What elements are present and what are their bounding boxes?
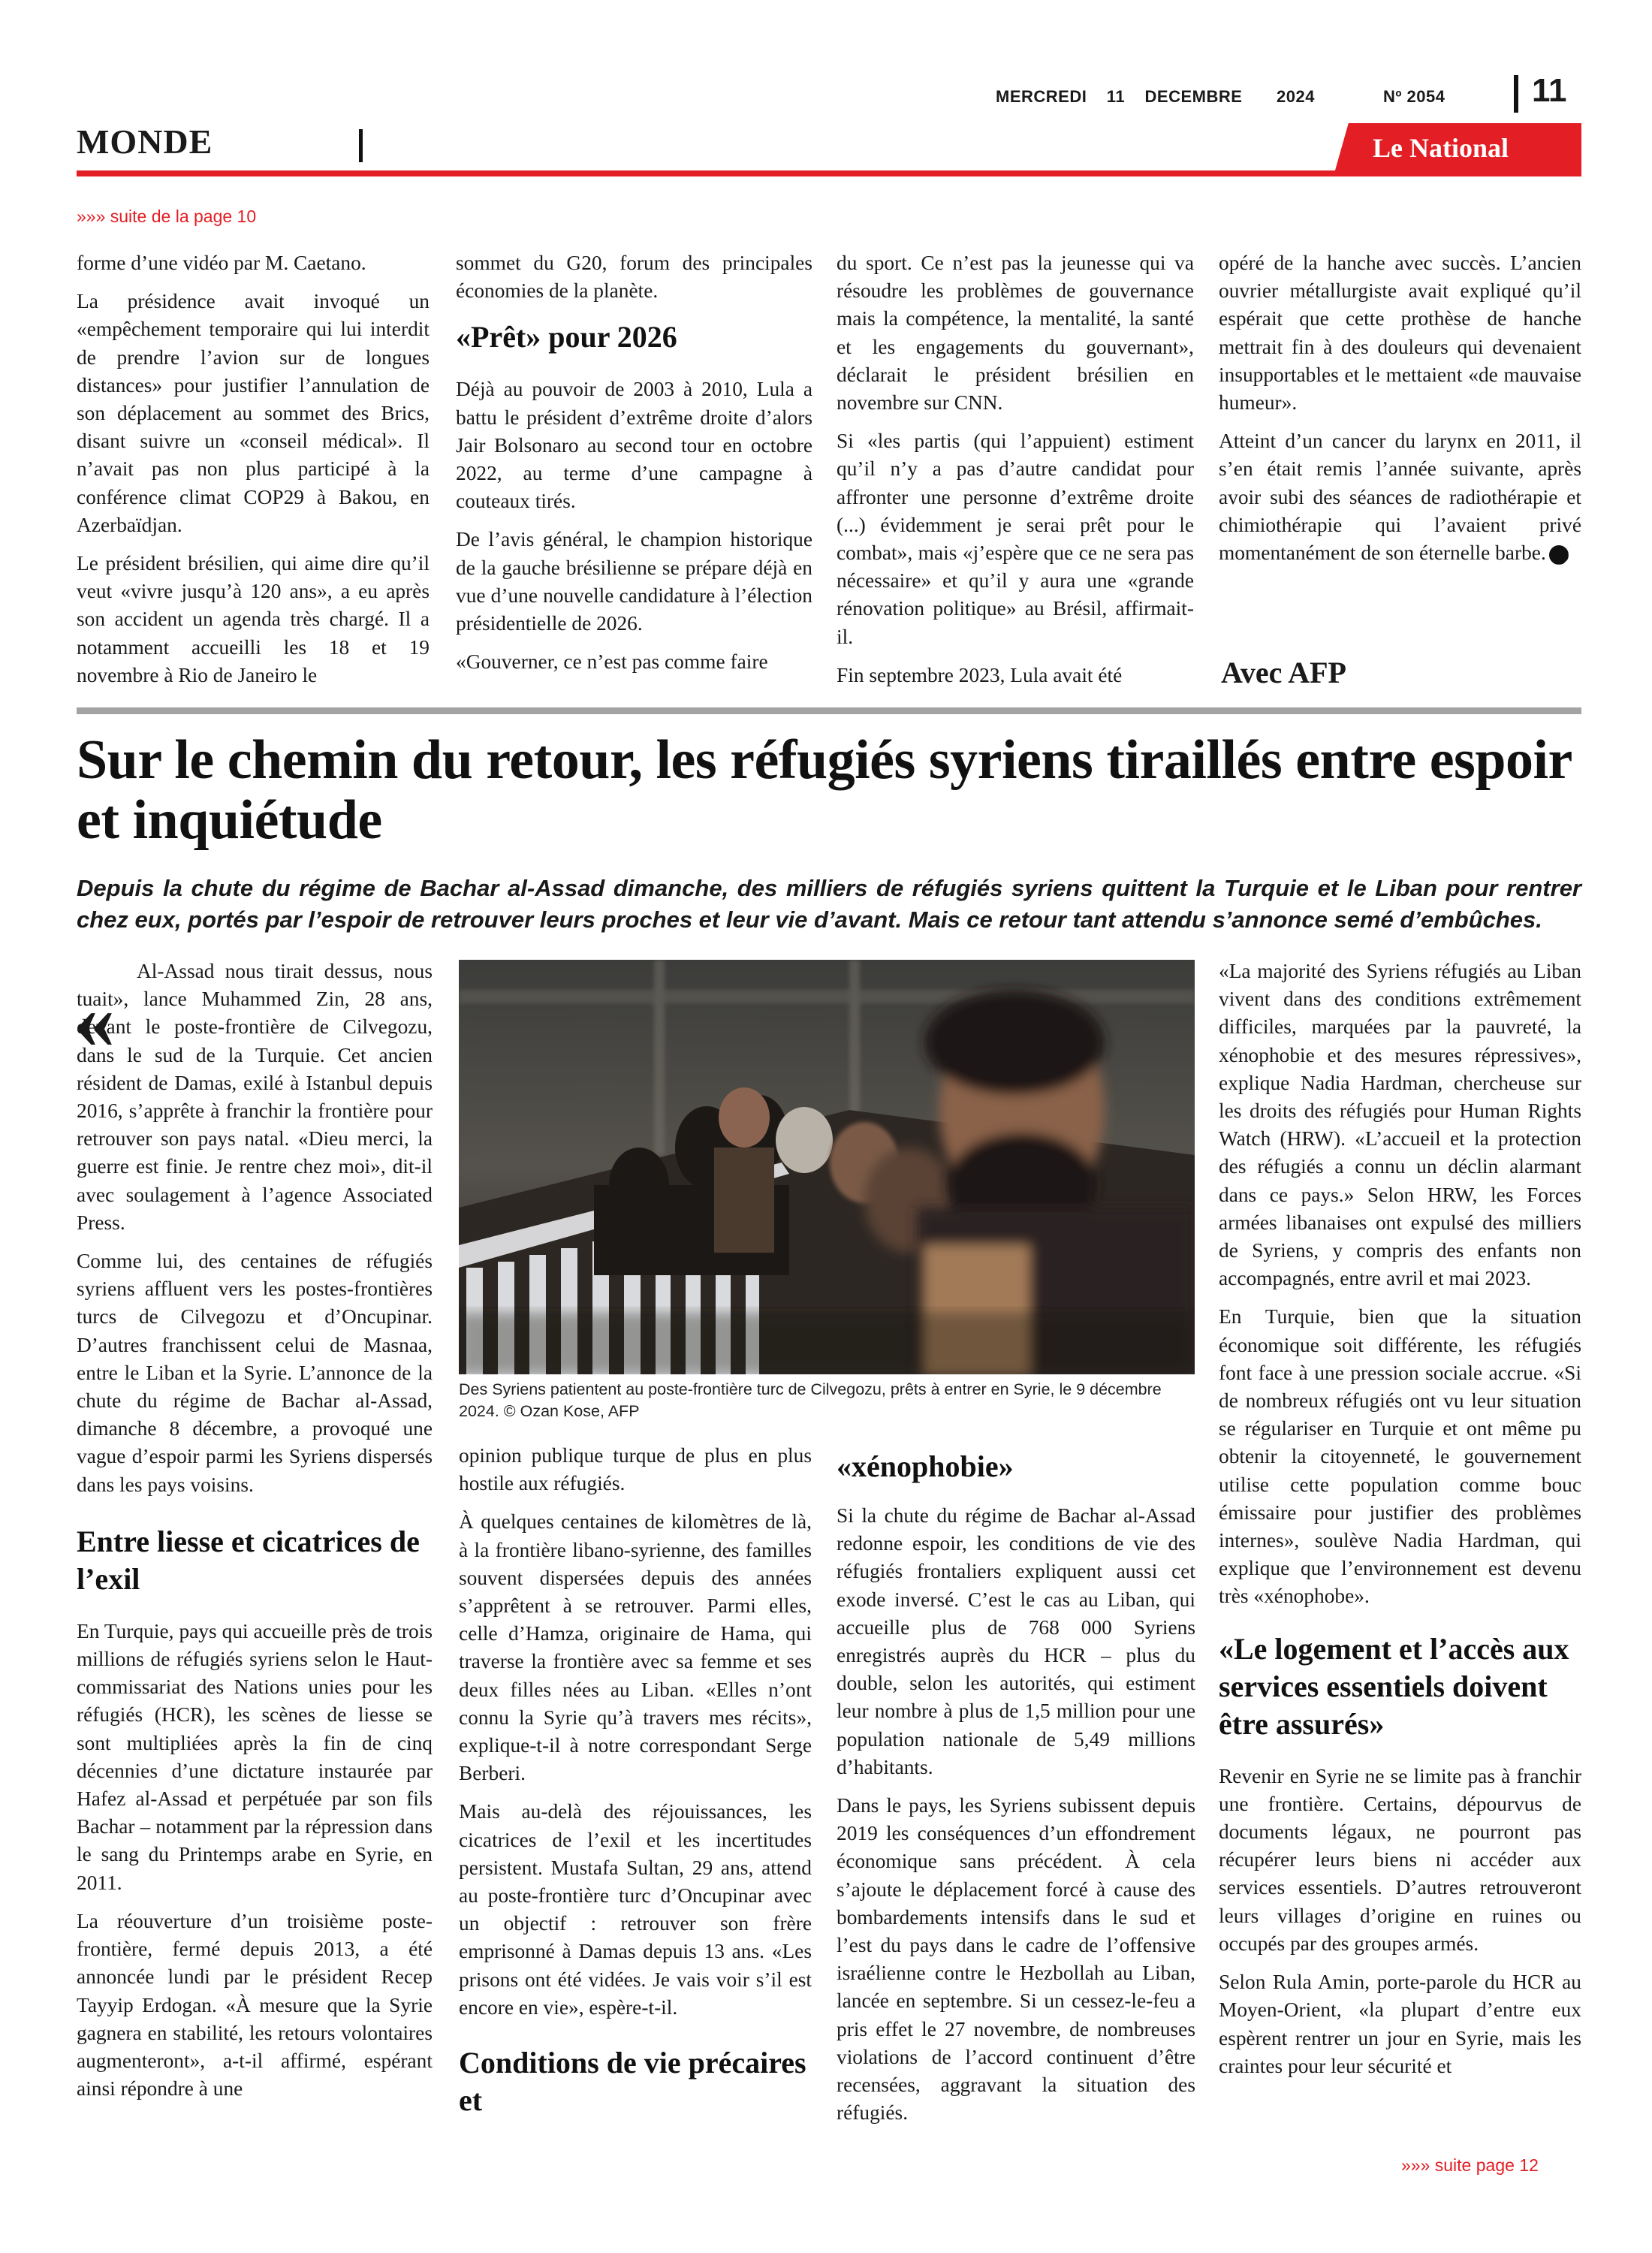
top-article-col1: [77, 249, 430, 700]
main-headline: Sur le chemin du retour, les réfugiés syriens tiraillés entre espoir et inquiétude: [77, 729, 1572, 851]
top-article-col4: [1219, 249, 1581, 578]
issue-month: DECEMBRE: [1144, 87, 1243, 106]
issue-year: 2024: [1277, 87, 1315, 106]
paragraph: Le président brésilien, qui aime dire qu’il veut «vivre jusqu’à 120 ans», a eu après son accident un agenda très chargé. Il a notamment accueilli les 18 et 19 novembre à Rio de Janeiro le: [77, 552, 430, 686]
main-article-col1: [77, 958, 433, 2113]
article-lead: Depuis la chute du régime de Bachar al-Assad dimanche, des milliers de réfugiés syriens quittent la Turquie et le Liban pour rentrer chez eux, portés par l’espoir de retrouver leurs proches et leur vie d’avant. Mais ce retour tant attendu s’annonce semé d’embûches.: [77, 875, 1581, 933]
main-article-col3: [837, 1442, 1195, 2137]
paragraph: [1219, 427, 1581, 567]
paragraph: À quelques centaines de kilomètres de là, à la frontière libano-syrienne, des familles souvent dispersées depuis des années s’apprêtent à se retrouver. Parmi elles, celle d’Hamza, originaire de Hama, qui traverse la frontière avec sa femme et ses deux filles nées au Liban. «Elles n’ont connu la Syrie qu’à travers mes récits», explique-t-il à notre correspondant Serge Berberi.: [459, 1510, 812, 1785]
paragraph: «Gouverner, ce n’est pas comme faire: [456, 650, 768, 674]
paragraph: sommet du G20, forum des principales économies de la planète.: [456, 252, 812, 303]
paragraph: Mais au-delà des réjouissances, les cicatrices de l’exil et les incertitudes persistent. Mustafa Sultan, 29 ans, attend au poste-frontière turc d’Oncupinar avec un objectif : retrouver son frère emprisonné à Damas depuis 13 ans. «Les prisons ont été vidées. Je vais voir s’il est encore en vie», espère-t-il.: [459, 1800, 812, 2019]
paragraph: Revenir en Syrie ne se limite pas à franchir une frontière. Certains, dépourvus de documents légaux, ne pourront pas récupérer leurs biens ni accéder aux services essentiels. D’autres retrouveront leurs villages d’origine en ruines ou occupés par des groupes armés.: [1219, 1764, 1581, 1955]
paragraph: De l’avis général, le champion historique de la gauche brésilienne se prépare déjà en vue d’une nouvelle candidature à l’élection présidentielle de 2026.: [456, 528, 812, 635]
article-separator: [77, 707, 1581, 714]
news-photo: [459, 960, 1195, 1374]
page-number-divider: [1514, 75, 1518, 113]
paragraph: opéré de la hanche avec succès. L’ancien ouvrier métallurgiste avait expliqué qu’il espérait que cette prothèse de hanche mettrait fin à des douleurs qui devenaient insupportables et le mettaient «de mauvaise humeur».: [1219, 252, 1581, 415]
subheading: «Le logement et l’accès aux services essentiels doivent être assurés»: [1219, 1631, 1569, 1741]
top-article-col3: [837, 249, 1194, 700]
page-number: 11: [1532, 72, 1567, 109]
subheading: Conditions de vie précaires et: [459, 2046, 806, 2118]
paragraph: La réouverture d’un troisième poste-frontière, fermé depuis 2013, a été annoncée lundi par le président Recep Tayyip Erdogan. «À mesure que la Syrie gagnera en stabilité, les retours volontaires augmenteront», a-t-il affirmé, espérant ainsi répondre à une: [77, 1909, 433, 2101]
paragraph: Dans le pays, les Syriens subissent depuis 2019 les conséquences d’un effondrement économique sans précédent. À cela s’ajoute le déplacement forcé à cause des bombardements intensifs dans le sud et l’est du pays dans le cadre de l’offensive israélienne contre le Hezbollah au Liban, lancée en septembre. Si un cessez-le-feu a pris effet le 27 novembre, de nombreuses violations de l’accord continuent d’être recensées, aggravant la situation des réfugiés.: [837, 1794, 1195, 2125]
continued-from[interactable]: »»» suite de la page 10: [77, 207, 257, 226]
paragraph: forme d’une vidéo par M. Caetano.: [77, 252, 366, 274]
issue-day: MERCREDI: [996, 87, 1087, 106]
paragraph: La présidence avait invoqué un «empêchement temporaire qui lui interdit de prendre l’avion sur de longues distances» pour justifier l’annulation de son déplacement au sommet des Brics, disant suivre un «conseil médical». Il n’avait pas non plus participé à la conférence climat COP29 à Bakou, en Azerbaïdjan.: [77, 290, 430, 536]
paragraph: En Turquie, pays qui accueille près de trois millions de réfugiés syriens selon le Haut-commissariat des Nations unies pour les réfugiés (HCR), les scènes de liesse se sont multipliées après la fin de cinq décennies d’une dictature instaurée par Hafez al-Assad et perpétuée par son fils Bachar – notamment par la répression dans le sang du Printemps arabe en Syrie, en 2011.: [77, 1619, 433, 1894]
end-of-article-icon: [1549, 545, 1569, 565]
main-article-col4: [1219, 958, 1581, 2091]
section-divider: [359, 129, 363, 162]
main-article-col2: [459, 1442, 812, 2139]
paragraph-text: Atteint d’un cancer du larynx en 2011, il s’en était remis l’année suivante, après avoir subi des séances de radiothérapie et chimiothérapie qui l’avaient privé momentanément de son éternelle barbe.: [1219, 430, 1581, 565]
subheading: «Prêt» pour 2026: [456, 320, 677, 354]
subheading: Entre liesse et cicatrices de l’exil: [77, 1524, 420, 1596]
drop-quote-mark: «: [74, 974, 115, 1066]
paragraph: Selon Rula Amin, porte-parole du HCR au Moyen-Orient, «la plupart d’entre eux espèrent rentrer un jour en Syrie, mais les craintes pour leur sécurité et: [1219, 1971, 1581, 2077]
paragraph: Al-Assad nous tirait dessus, nous tuait», lance Muhammed Zin, 28 ans, devant le poste-frontière de Cilvegozu, dans le sud de la Turquie. Cet ancien résident de Damas, exilé à Istanbul depuis 2016, s’apprête à franchir la frontière pour retrouver son pays natal. «Dieu merci, la guerre est finie. Je rentre chez moi», dit-il avec soulagement à l’agence Associated Press.: [77, 960, 433, 1234]
paragraph: «La majorité des Syriens réfugiés au Liban vivent dans des conditions extrêmement difficiles, marquées par la pauvreté, la xénophobie et des mesures répressives», explique Nadia Hardman, chercheuse sur les droits des réfugiés pour Human Rights Watch (HRW). «L’accueil et la protection des réfugiés a connu un déclin alarmant dans ce pays.» Selon HRW, les Forces armées libanaises ont expulsé des milliers de Syriens, y compris des enfants non accompagnés, entre avril et mai 2023.: [1219, 960, 1581, 1290]
continued-to[interactable]: »»» suite page 12: [1401, 2155, 1539, 2175]
paragraph: Déjà au pouvoir de 2003 à 2010, Lula a battu le président d’extrême droite d’alors Jair Bolsonaro au second tour en octobre 2022, au terme d’une campagne à couteaux tirés.: [456, 378, 812, 513]
issue-date: [996, 87, 1242, 107]
brand-logo-text: Le National: [1373, 133, 1509, 163]
paragraph: Comme lui, des centaines de réfugiés syriens affluent vers les postes-frontières turcs de Cilvegozu et d’Oncupinar. D’autres franchissent celui de Masnaa, entre le Liban et la Syrie. L’annonce de la chute du régime de Bachar al-Assad, dimanche 8 décembre, a provoqué une vague d’espoir parmi les Syriens dispersés dans les pays voisins.: [77, 1250, 433, 1496]
photo-caption: Des Syriens patientent au poste-frontière turc de Cilvegozu, prêts à entrer en Syrie, le 9 décembre 2024. © Ozan Kose, AFP: [459, 1380, 1162, 1420]
border-crowd-photo: [459, 960, 1195, 1374]
article-signature: Avec AFP: [1221, 656, 1346, 689]
paragraph: Fin septembre 2023, Lula avait été: [837, 663, 1123, 686]
top-article-col2: [456, 249, 812, 686]
issue-number: Nº 2054: [1383, 87, 1446, 106]
paragraph: Si la chute du régime de Bachar al-Assad redonne espoir, les conditions de vie des réfugiés frontaliers expliquent aussi cet exode inversé. C’est le cas au Liban, qui accueille plus de 768 000 Syriens enregistrés auprès du HCR – plus du double, selon les autorités, qui estiment leur nombre à plus de 1,5 million pour une population nationale de 5,49 millions d’habitants.: [837, 1504, 1195, 1778]
paragraph: opinion publique turque de plus en plus hostile aux réfugiés.: [459, 1444, 812, 1495]
paragraph: du sport. Ce n’est pas la jeunesse qui va résoudre les problèmes de gouvernance mais la compétence, la mentalité, la santé et les engagements du gouvernant», déclarait le président brésilien en novembre sur CNN.: [837, 252, 1194, 415]
issue-date-number: 11: [1106, 87, 1126, 106]
paragraph: Si «les partis (qui l’appuient) estiment qu’il n’y a pas d’autre candidat pour affronter une personne d’extrême droite (...) évidemment je serai prêt pour le combat», mais «j’espère que ce ne sera pas nécessaire» et qu’il y aura une «grande rénovation politique» au Brésil, affirmait-il.: [837, 430, 1194, 648]
subheading: «xénophobie»: [837, 1449, 1014, 1483]
section-title: MONDE: [77, 122, 213, 161]
paragraph: En Turquie, bien que la situation économique soit différente, les réfugiés font face à une pression sociale accrue. «Si de nombreux réfugiés ont vu leur situation se régulariser en Turquie et ont même pu obtenir la citoyenneté, le gouvernement utilise cette population comme bouc émissaire pour justifier des problèmes internes», soulève Nadia Hardman, qui explique que l’environnement est devenu très «xénophobe».: [1219, 1305, 1581, 1608]
